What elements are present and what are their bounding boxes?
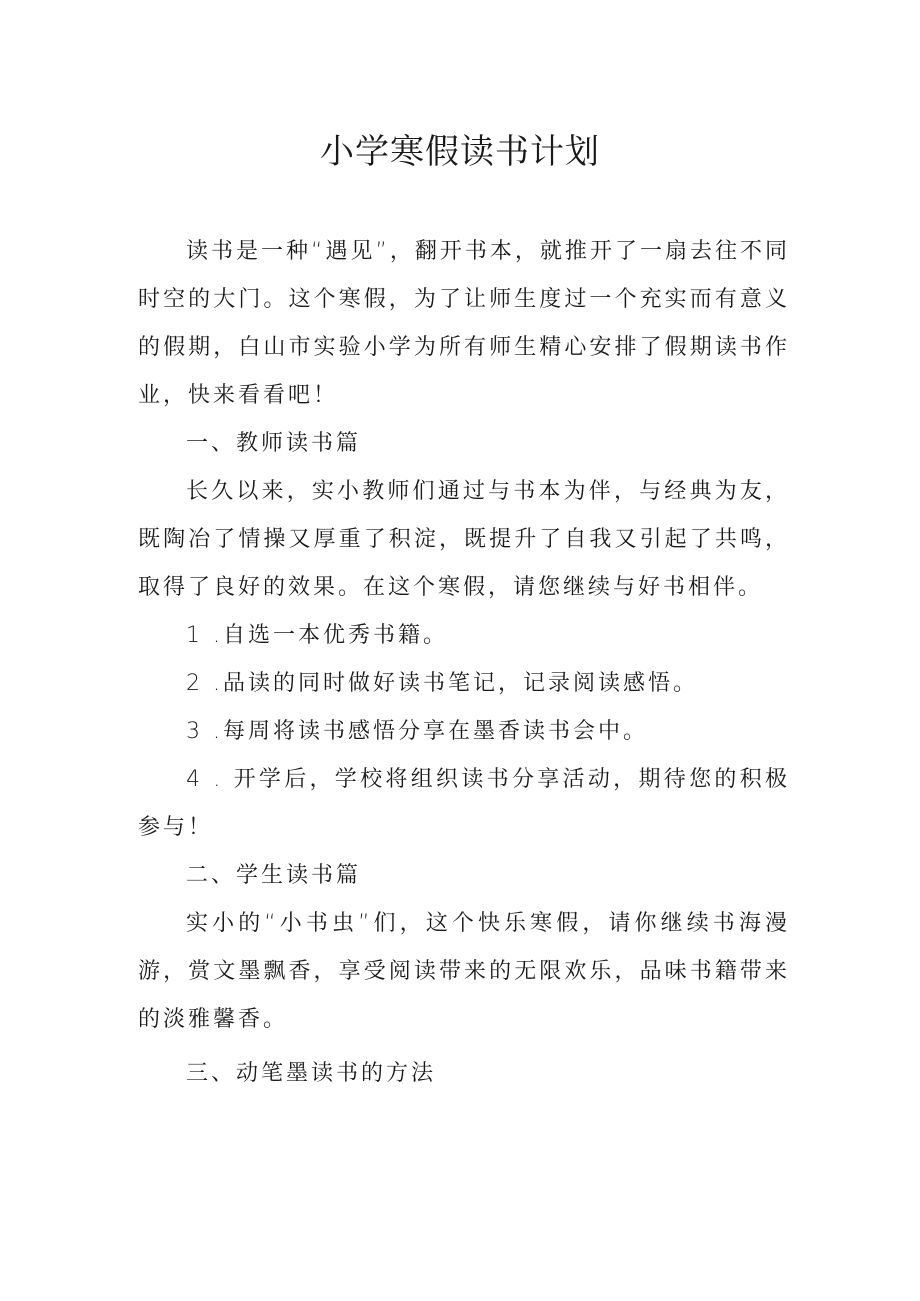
document-body — [138, 228, 790, 1098]
teacher-item-1: 1 .自选一本优秀书籍。 — [186, 623, 448, 648]
section-heading-teacher: 一、教师读书篇 — [186, 431, 362, 456]
teacher-item-4: 4 . 开学后，学校将组织读书分享活动，期待您的积极参与！ — [138, 767, 790, 840]
student-paragraph: 实小的“小书虫”们，这个快乐寒假，请你继续书海漫游，赏文墨飘香，享受阅读带来的无限欢乐，品味书籍带来的淡雅馨香。 — [138, 911, 790, 1032]
teacher-item-3: 3 .每周将读书感悟分享在墨香读书会中。 — [186, 719, 648, 744]
teacher-paragraph: 长久以来，实小教师们通过与书本为伴，与经典为友，既陶冶了情操又厚重了积淀，既提升了自我又引起了共鸣，取得了良好的效果。在这个寒假，请您继续与好书相伴。 — [138, 479, 790, 600]
intro-paragraph: 读书是一种“遇见”，翻开书本，就推开了一扇去往不同时空的大门。这个寒假，为了让师生度过一个充实而有意义的假期，白山市实验小学为所有师生精心安排了假期读书作业，快来看看吧！ — [138, 239, 790, 408]
teacher-item-2: 2 .品读的同时做好读书笔记，记录阅读感悟。 — [186, 671, 698, 696]
section-heading-method: 三、动笔墨读书的方法 — [186, 1061, 437, 1086]
document-title: 小学寒假读书计划 — [320, 132, 600, 172]
section-heading-student: 二、学生读书篇 — [186, 863, 362, 888]
